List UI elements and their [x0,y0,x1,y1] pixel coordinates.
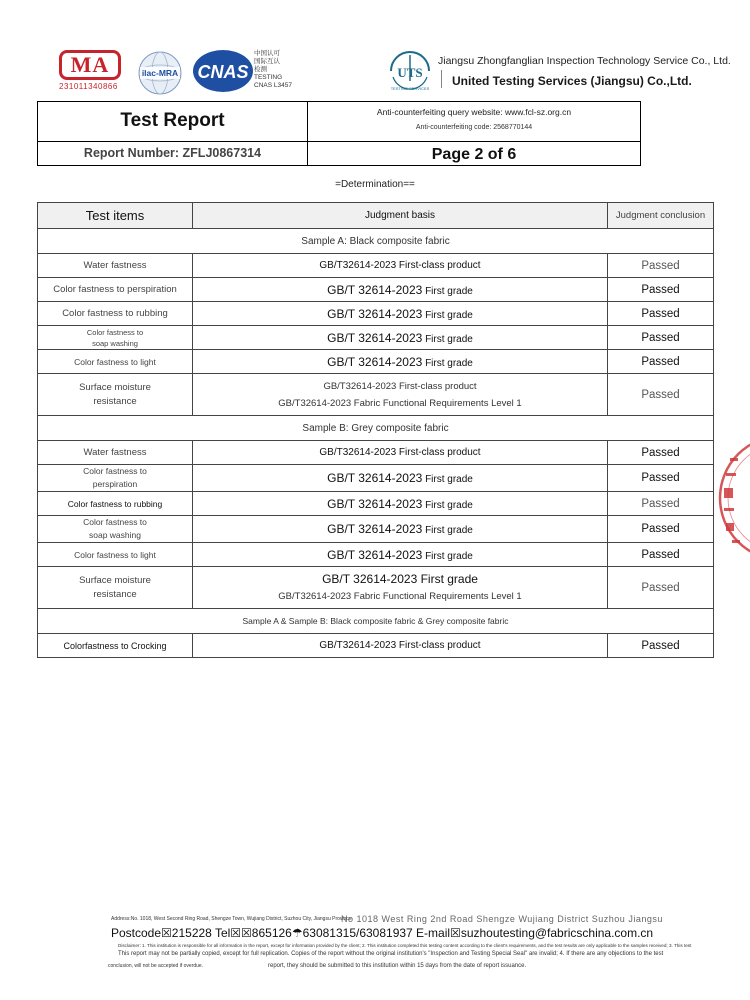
footer-disclaimer-3b: report, they should be submitted to this institution within 15 days from the date of report issuance. [268,963,527,969]
test-item-line-1: Surface moisture [79,381,151,393]
basis-standard: GB/T 32614-2023 [327,306,423,321]
cma-logo [59,50,125,92]
uts-logo-text: UTS [397,65,423,80]
sample-b-row [38,416,714,441]
basis-standard: GB/T 32614-2023 [327,330,423,345]
test-item: Color fastness to rubbing [38,492,193,516]
judgment-conclusion: Passed [608,326,714,350]
basis-line-1: GB/T32614-2023 First-class product [323,380,477,392]
cnas-testing: TESTING [254,74,283,81]
company-name-cn: Jiangsu Zhongfanglian Inspection Technology Service Co., Ltd. [438,55,731,67]
basis-grade: First grade [425,474,473,485]
cnas-cn-line-1: 中国认可 [254,50,280,57]
uts-logo-sub: TESTING SERVICES [390,86,430,91]
test-item [38,516,193,543]
basis-grade: First grade [425,525,473,536]
determination-table [37,202,714,658]
test-item-line-2: resistance [93,588,137,600]
cnas-cn-line-3: 检测 [254,66,267,73]
cnas-code: CNAS L3457 [254,82,292,89]
basis-grade: First grade [425,357,473,369]
test-item-line-2: soap washing [92,338,138,348]
basis-grade: First grade [425,285,473,297]
judgment-conclusion: Passed [608,516,714,543]
sample-a-label: Sample A: Black composite fabric [38,229,714,254]
basis-grade: First grade [425,309,473,321]
judgment-basis: GB/T32614-2023 First-class product [193,254,608,278]
basis-standard: GB/T 32614-2023 [327,471,423,485]
table-row [38,543,714,567]
judgment-conclusion: Passed [608,465,714,492]
cnas-cn-line-2: 国际互认 [254,58,280,65]
footer-disclaimer-3 [108,963,678,969]
judgment-basis [193,516,608,543]
table-row [38,254,714,278]
basis-line-2: GB/T32614-2023 Fabric Functional Requirements Level 1 [278,590,522,602]
basis-grade: First grade [425,499,473,511]
header-judgment-conclusion: Judgment conclusion [608,203,714,229]
judgment-basis [193,278,608,302]
basis-standard: GB/T 32614-2023 [327,496,423,511]
uts-logo [387,49,433,93]
judgment-basis: GB/T32614-2023 First-class product [193,441,608,465]
company-divider [441,70,442,88]
basis-standard: GB/T 32614-2023 [327,354,423,369]
page-indicator: Page 2 of 6 [431,146,517,163]
cma-number: 231011340866 [59,82,118,91]
judgment-conclusion: Passed [608,543,714,567]
test-item: Water fastness [38,254,193,278]
basis-grade: First grade [425,550,473,562]
header-test-items: Test items [38,203,193,229]
basis-standard: GB/T 32614-2023 [327,282,423,297]
table-row [38,567,714,609]
judgment-conclusion: Passed [608,567,714,609]
test-item-line-2: soap washing [89,530,141,540]
judgment-basis [193,543,608,567]
sample-b-label: Sample B: Grey composite fabric [38,416,714,441]
judgment-conclusion: Passed [608,350,714,374]
test-item: Color fastness to light [38,350,193,374]
basis-line-1: GB/T 32614-2023 First grade [322,571,478,586]
judgment-conclusion: Passed [608,254,714,278]
footer-address: No 1018 West Ring 2nd Road Shengze Wujiang District Suzhou Jiangsu [341,914,663,924]
judgment-basis [193,567,608,609]
company-name-en: United Testing Services (Jiangsu) Co.,Ltd. [452,74,692,88]
test-item-line-1: Color fastness to [86,327,144,337]
judgment-conclusion: Passed [608,634,714,658]
test-item [38,465,193,492]
table-row [38,278,714,302]
judgment-conclusion: Passed [608,302,714,326]
judgment-conclusion: Passed [608,374,714,416]
header-divider-right [307,141,640,142]
table-header-row [38,203,714,229]
judgment-conclusion: Passed [608,492,714,516]
judgment-basis [193,302,608,326]
judgment-basis [193,465,608,492]
test-item-line-1: Color fastness to [83,466,147,476]
cnas-logo [192,48,302,94]
anti-counterfeit-website: Anti-counterfeiting query website: www.fcl-sz.org.cn [376,107,572,117]
header-divider-left [38,141,307,142]
footer-address-small: Address:No. 1018, West Second Ring Road, Shengze Town, Wujiang District, Suzhou City, Jiangsu Province [111,916,352,922]
test-item: Water fastness [38,441,193,465]
table-row [38,350,714,374]
sample-a-row [38,229,714,254]
table-row [38,516,714,543]
table-row [38,441,714,465]
report-title: Test Report [120,110,225,131]
cnas-side-text [254,50,292,90]
test-item-line-2: perspiration [92,479,138,489]
sample-ab-label: Sample A & Sample B: Black composite fabric & Grey composite fabric [38,609,714,634]
basis-standard: GB/T 32614-2023 [327,522,423,536]
judgment-conclusion: Passed [608,278,714,302]
ilac-mra-logo [137,50,183,96]
anti-counterfeit-code: Anti-counterfeiting code: 2568770144 [415,124,533,131]
test-item [38,374,193,416]
cma-logo-text: MA [70,52,110,77]
section-title: =Determination== [335,179,415,190]
judgment-basis [193,492,608,516]
footer-disclaimer-3a: conclusion, will not be accepted if overdue. [108,963,204,969]
test-item [38,326,193,350]
report-number: Report Number: ZFLJ0867314 [83,146,262,160]
judgment-basis [193,326,608,350]
test-item-line-1: Surface moisture [79,574,151,586]
table-row [38,492,714,516]
table-row [38,465,714,492]
test-item: Color fastness to rubbing [38,302,193,326]
test-item-line-2: resistance [93,395,137,407]
test-item: Color fastness to perspiration [38,278,193,302]
table-row [38,634,714,658]
judgment-basis [193,350,608,374]
judgment-conclusion: Passed [608,441,714,465]
basis-grade: First grade [425,333,473,345]
header-judgment-basis: Judgment basis [193,203,608,229]
table-row [38,326,714,350]
footer-disclaimer-2: This report may not be partially copied, except for full replication. Copies of the report without the original institution's "Inspection and Testing Special Seal" are invalid; 4. If there are any objections to the test [118,951,664,957]
cnas-logo-text: CNAS [197,62,249,82]
inspection-seal-stamp [712,428,750,568]
sample-ab-row [38,609,714,634]
table-row [38,302,714,326]
test-item-line-1: Color fastness to [83,517,147,527]
report-header-box [37,101,641,166]
test-item: Color fastness to light [38,543,193,567]
basis-standard: GB/T 32614-2023 [327,547,423,562]
basis-line-2: GB/T32614-2023 Fabric Functional Requirements Level 1 [278,397,522,409]
footer-disclaimer-1: Disclaimer: 1. This institution is responsible for all information in the report, except for information provided by the client; 2. This institution completed this testing content according to the client's requirements, and the test results are only applicable to the samples received; 3. This test [118,943,692,948]
footer-contact: Postcode☒215228 Tel☒☒865126☂63081315/63081937 E-mail☒suzhoutesting@fabricschina.com.cn [111,926,654,940]
ilac-logo-text: ilac-MRA [141,68,179,78]
test-item: Colorfastness to Crocking [38,634,193,658]
table-row [38,374,714,416]
judgment-basis: GB/T32614-2023 First-class product [193,634,608,658]
judgment-basis [193,374,608,416]
test-item [38,567,193,609]
